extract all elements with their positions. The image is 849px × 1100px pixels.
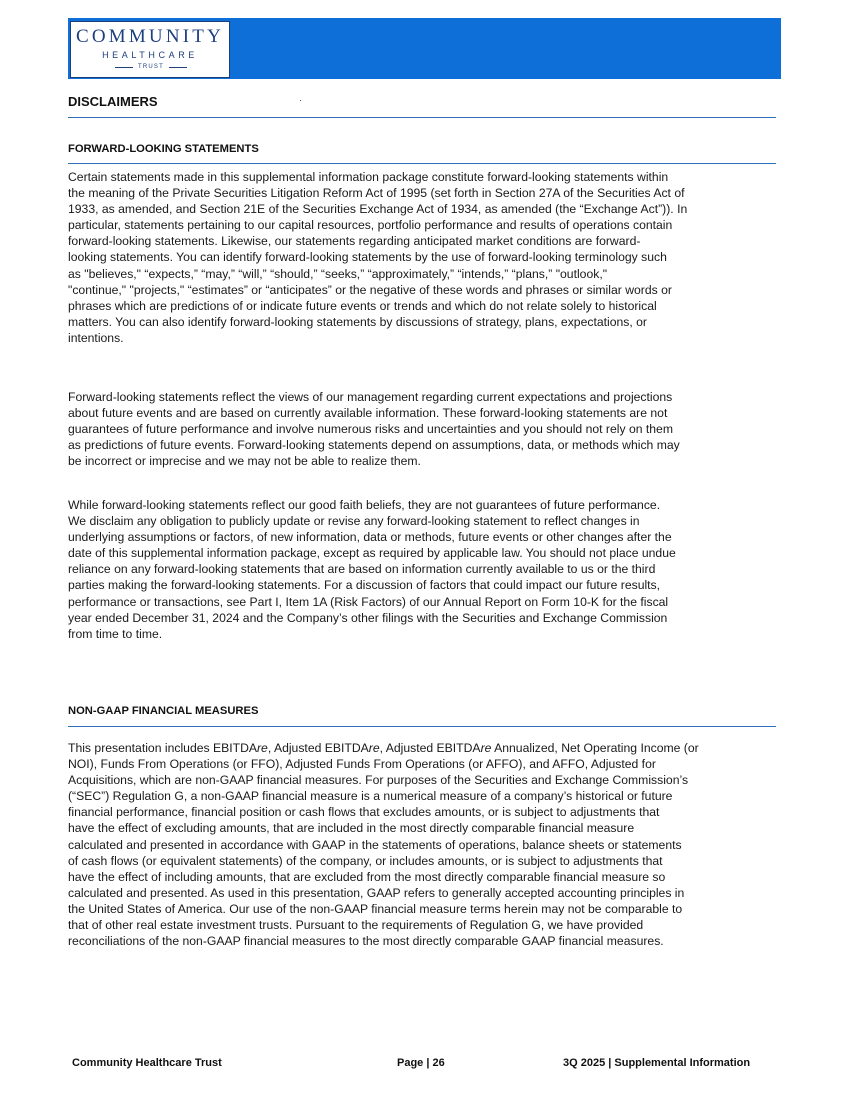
text-line: phrases which are predictions of or indicate future events or trends and which do not relate solely to historical (68, 298, 657, 313)
text-run-italic: re (257, 741, 268, 755)
text-line: particular, statements pertaining to our capital resources, portfolio performance and results of operations contain (68, 218, 673, 233)
text-run-italic: re (480, 741, 492, 755)
text-line (68, 740, 784, 756)
text-line: Acquisitions, which are non-GAAP financial measures. For purposes of the Securities and Exchange Commission’s (68, 773, 689, 788)
company-logo (70, 21, 230, 78)
text-line: underlying assumptions or factors, of new information, data or methods, future events or other changes after the (68, 530, 672, 545)
text-line: guarantees of future performance and involve numerous risks and uncertainties and you should not rely on them (68, 422, 673, 437)
forward-looking-paragraph-1 (68, 169, 784, 346)
text-line: about future events and are based on currently available information. These forward-looking statements are not (68, 406, 668, 421)
text-line: NOI), Funds From Operations (or FFO), Adjusted Funds From Operations (or AFFO), and AFFO, Adjusted for (68, 757, 656, 772)
forward-looking-heading: FORWARD-LOOKING STATEMENTS (68, 143, 259, 155)
non-gaap-rule (68, 726, 776, 727)
text-line: reliance on any forward-looking statements that are based on information currently available to us or the third (68, 562, 656, 577)
text-line: Certain statements made in this supplemental information package constitute forward-looking statements within (68, 170, 669, 184)
text-line: forward-looking statements. Likewise, our statements regarding anticipated market conditions are forward- (68, 234, 641, 249)
text-line: (“SEC”) Regulation G, a non-GAAP financial measure is a numerical measure of a company’s historical or future (68, 789, 673, 804)
forward-looking-rule (68, 163, 776, 164)
text-line: that of other real estate investment trusts. Pursuant to the requirements of Regulation G, we have provided (68, 918, 644, 933)
text-line: from time to time. (68, 626, 163, 641)
page-title: DISCLAIMERS (68, 94, 158, 109)
text-line: intentions. (68, 330, 124, 345)
text-line: looking statements. You can identify forward-looking statements by the use of forward-looking terminology such (68, 250, 667, 265)
text-line: the United States of America. Our use of the non-GAAP financial measure terms herein may not be comparable to (68, 901, 683, 916)
text-line: calculated and presented in accordance with GAAP in the statements of operations, balance sheets or statements (68, 837, 682, 852)
footer-company: Community Healthcare Trust (72, 1057, 222, 1069)
footer-report-title: 3Q 2025 | Supplemental Information (563, 1057, 751, 1069)
text-line: be incorrect or imprecise and we may not be able to realize them. (68, 454, 421, 469)
text-line: matters. You can also identify forward-looking statements by discussions of strategy, plans, expectations, or (68, 314, 647, 329)
text-line: 1933, as amended, and Section 21E of the Securities Exchange Act of 1934, as amended (the “Exchange Act”)). In (68, 202, 688, 217)
forward-looking-paragraph-2 (68, 389, 784, 469)
text-line: date of this supplemental information package, except as required by applicable law. You should not place undue (68, 546, 676, 561)
text-line: parties making the forward-looking statements. For a discussion of factors that could impact our future results, (68, 578, 661, 593)
non-gaap-paragraph (68, 740, 784, 949)
text-line: performance or transactions, see Part I, Item 1A (Risk Factors) of our Annual Report on Form 10-K for the fiscal (68, 594, 669, 609)
text-run-italic: re (368, 741, 380, 755)
text-line: as "believes," “expects,” “may,” “will,” “should,” “seeks,” “approximately,” “intends,” “plans,” "outlook," (68, 266, 608, 281)
text-run: , Adjusted EBITDA (379, 741, 481, 755)
text-line: Forward-looking statements reflect the views of our management regarding current expectations and projections (68, 390, 673, 404)
text-line: of cash flows (or equivalent statements) of the company, or includes amounts, or is subject to adjustments that (68, 853, 663, 868)
logo-line-right (169, 67, 187, 68)
non-gaap-heading: NON-GAAP FINANCIAL MEASURES (68, 705, 259, 717)
text-line: calculated and presented. As used in this presentation, GAAP refers to generally accepted accounting principles in (68, 885, 685, 900)
text-line: While forward-looking statements reflect our good faith beliefs, they are not guarantees of future performance. (68, 498, 661, 512)
text-line: We disclaim any obligation to publicly update or revise any forward-looking statement to reflect changes in (68, 514, 640, 529)
text-line: as predictions of future events. Forward-looking statements depend on assumptions, data, or methods which may (68, 438, 680, 453)
text-line: have the effect of including amounts, that are excluded from the most directly comparable financial measure so (68, 869, 666, 884)
stray-dot (300, 100, 301, 101)
text-line: "continue," "projects," “estimates” or “anticipates” or the negative of these words and phrases or similar words or (68, 282, 672, 297)
text-run: , Adjusted EBITDA (267, 741, 369, 755)
footer-page-number: Page | 26 (397, 1057, 445, 1069)
text-line: reconciliations of the non-GAAP financial measures to the most directly comparable GAAP financial measures. (68, 934, 664, 949)
logo-trust-row (115, 63, 187, 71)
text-line: have the effect of excluding amounts, that are included in the most directly comparable financial measure (68, 821, 635, 836)
logo-sub: HEALTHCARE (102, 50, 198, 60)
text-line: year ended December 31, 2024 and the Company’s other filings with the Securities and Exchange Commission (68, 610, 668, 625)
text-run: Annualized, Net Operating Income (or (491, 741, 699, 755)
logo-trust: TRUST (138, 64, 164, 70)
forward-looking-paragraph-3 (68, 497, 784, 642)
text-line: the meaning of the Private Securities Litigation Reform Act of 1995 (set forth in Section 27A of the Securities Act of (68, 186, 685, 201)
logo-name: COMMUNITY (75, 26, 225, 47)
text-line: financial performance, financial position or cash flows that excludes amounts, or is subject to adjustments that (68, 805, 660, 820)
text-run: This presentation includes EBITDA (68, 741, 257, 755)
title-rule (68, 117, 776, 118)
